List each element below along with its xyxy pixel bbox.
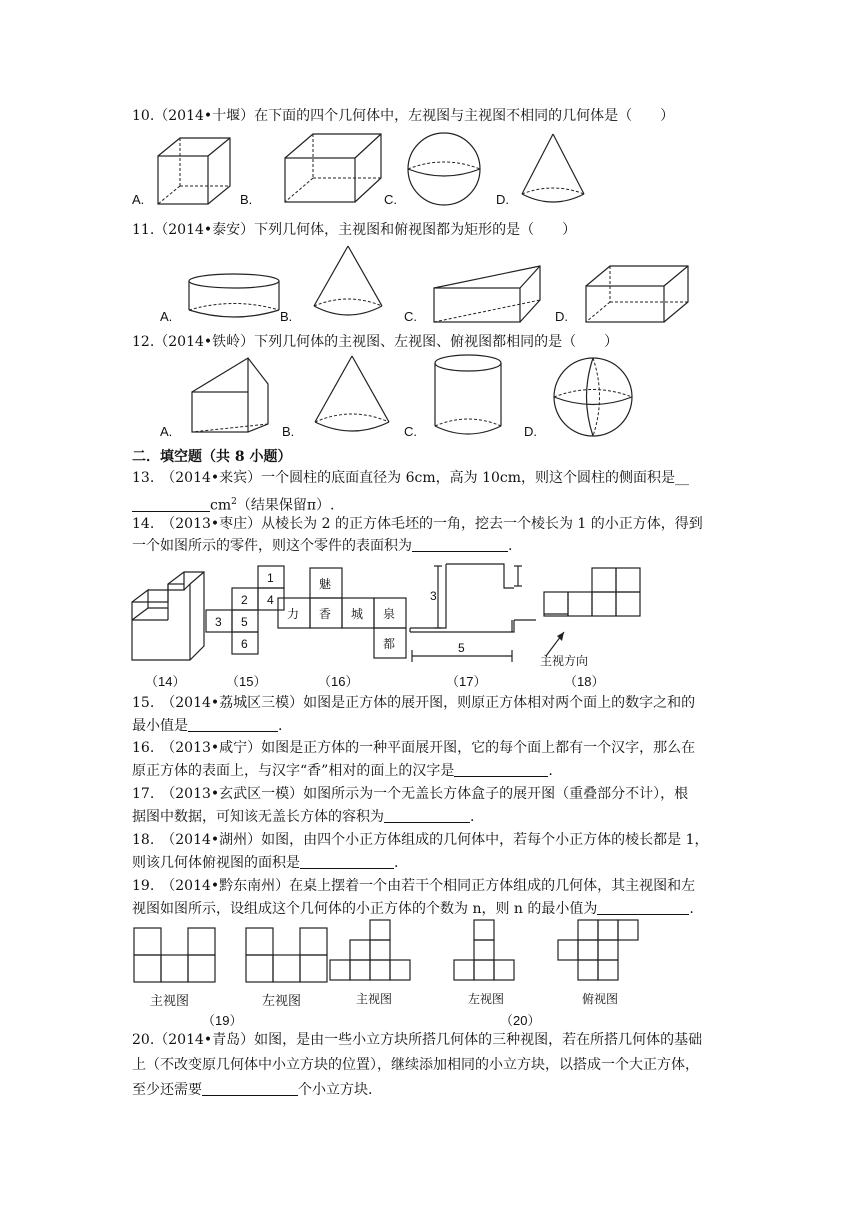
q16-answer-blank[interactable] (454, 762, 548, 777)
q15-text-2: 最小值是 . (132, 718, 283, 734)
fig18-cubes (540, 560, 644, 668)
net16-face: 香 (319, 607, 332, 621)
net15-face: 1 (267, 571, 274, 585)
q12-text: 12.（2014•铁岭）下列几何体的主视图、左视图、俯视图都相同的是（ ） (132, 334, 619, 350)
net16-face: 城 (351, 607, 364, 621)
fig20-top-view (556, 918, 646, 984)
net15-face: 6 (241, 637, 248, 651)
q14-answer-blank[interactable] (412, 537, 508, 552)
fig19-front-view (132, 926, 218, 984)
fig15-net (206, 566, 286, 666)
q14-text: 14. （2013•枣庄）从棱长为 2 的正方体毛坯的一角，挖去一个棱长为 1 的小正方体，得到 (132, 516, 703, 532)
q20-text: 20.（2014•青岛）如图，是由一些小立方块所搭几何体的三种视图，若在所搭几何体的基础 (132, 1032, 703, 1048)
q10-option-b[interactable]: B. (240, 192, 253, 207)
net15-face: 3 (215, 615, 222, 629)
q10-figure-cube (150, 135, 240, 205)
q12-figure-prism (190, 356, 270, 436)
q18-text: 18. （2014•湖州）如图，由四个小正方体组成的几何体中，若每个小正方体的棱长都是 1， (132, 832, 709, 848)
q20-text-2: 上（不改变原几何体中小立方块的位置），继续添加相同的小立方块，以搭成一个大正方体， (132, 1057, 699, 1073)
q12-figure-sphere (552, 356, 634, 438)
q10-figure-sphere (405, 131, 483, 207)
q17-answer-blank[interactable] (384, 808, 470, 823)
net15-face: 4 (267, 593, 274, 607)
dim-width-label: 5 (458, 641, 465, 655)
fig-caption-19: （19） (202, 1013, 243, 1028)
fig19-left-view (244, 926, 330, 984)
q13-text: 13. （2014•来宾）一个圆柱的底面直径为 6cm，高为 10cm，则这个圆柱的侧面积是__ (132, 470, 690, 486)
fig-caption-17: （17） (446, 674, 487, 689)
fig20-front-view (326, 918, 412, 984)
q11-option-d[interactable]: D. (555, 309, 568, 324)
view-direction-label: 主视方向 (540, 654, 589, 668)
q11-option-a[interactable]: A. (160, 309, 173, 324)
q10-option-d[interactable]: D. (496, 192, 509, 207)
q11-figure-cone (310, 244, 386, 320)
dim-height-label: 3 (430, 589, 437, 603)
q19-answer-blank[interactable] (597, 900, 689, 915)
net15-face: 5 (241, 615, 248, 629)
q11-option-c[interactable]: C. (404, 309, 417, 324)
view-label: 左视图 (468, 992, 505, 1006)
q19-text-2: 视图如图所示，设组成这个几何体的小正方体的个数为 n，则 n 的最小值为 . (132, 901, 694, 917)
q13-answer-blank[interactable] (132, 497, 210, 512)
q12-option-c[interactable]: C. (404, 424, 417, 439)
q10-option-a[interactable]: A. (132, 192, 145, 207)
section-title: 二．填空题（共 8 小题） (132, 449, 292, 465)
q19-text: 19. （2014•黔东南州）在桌上摆着一个由若干个相同正方体组成的几何体，其主视图和左 (132, 878, 696, 894)
net16-face: 都 (383, 637, 396, 651)
q18-answer-blank[interactable] (300, 854, 394, 869)
fig16-net (278, 568, 410, 664)
view-label: 左视图 (262, 993, 302, 1008)
q12-option-a[interactable]: A. (160, 424, 173, 439)
q14-text-2: 一个如图所示的零件，则这个零件的表面积为 . (132, 538, 513, 554)
q11-figure-cylinder (186, 272, 282, 322)
fig-caption-14: （14） (145, 674, 186, 689)
q12-figure-cylinder (432, 354, 504, 438)
q10-text: 10.（2014•十堰）在下面的四个几何体中，左视图与主视图不相同的几何体是（ ） (132, 108, 675, 124)
q11-option-b[interactable]: B. (280, 309, 293, 324)
q11-figure-cuboid (584, 264, 690, 324)
net16-face: 魅 (319, 577, 332, 591)
q17-text: 17. （2013•玄武区一模）如图所示为一个无盖长方体盒子的展开图（重叠部分不计），根 (132, 786, 689, 802)
fig-caption-18: （18） (564, 674, 605, 689)
q10-figure-cuboid (283, 132, 383, 204)
q10-option-c[interactable]: C. (384, 192, 397, 207)
q12-option-b[interactable]: B. (282, 424, 295, 439)
q10-figure-cone (518, 132, 588, 206)
q11-text: 11.（2014•泰安）下列几何体，主视图和俯视图都为矩形的是（ ） (132, 222, 577, 238)
fig20-left-view (452, 918, 522, 984)
q16-text: 16. （2013•咸宁）如图是正方体的一种平面展开图，它的每个面上都有一个汉字，那么在 (132, 740, 696, 756)
q15-text: 15. （2014•荔城区三模）如图是正方体的展开图，则原正方体相对两个面上的数字之和的 (132, 695, 696, 711)
fig17-box-net (408, 562, 538, 668)
q12-option-d[interactable]: D. (524, 424, 537, 439)
view-label: 主视图 (356, 992, 393, 1006)
q20-answer-blank[interactable] (202, 1081, 298, 1096)
q20-text-3: 至少还需要 个小立方块. (132, 1082, 373, 1098)
fig-caption-16: （16） (318, 674, 359, 689)
q12-figure-cone (312, 354, 392, 436)
net16-face: 力 (287, 607, 300, 621)
fig-caption-15: （15） (226, 674, 267, 689)
view-label: 俯视图 (582, 992, 619, 1006)
q16-text-2: 原正方体的表面上，与汉字“香”相对的面上的汉字是 . (132, 763, 553, 779)
net15-face: 2 (241, 593, 248, 607)
q17-text-2: 据图中数据，可知该无盖长方体的容积为 . (132, 809, 475, 825)
q15-answer-blank[interactable] (188, 717, 278, 732)
view-label: 主视图 (150, 993, 190, 1008)
fig-caption-20: （20） (500, 1013, 541, 1028)
q11-figure-prism (432, 264, 544, 324)
fig14-part (130, 560, 210, 664)
net16-face: 泉 (383, 607, 396, 621)
q13-text-2: $cm^2$（结果保留π）. (132, 492, 335, 516)
q18-text-2: 则该几何体俯视图的面积是 . (132, 855, 399, 871)
